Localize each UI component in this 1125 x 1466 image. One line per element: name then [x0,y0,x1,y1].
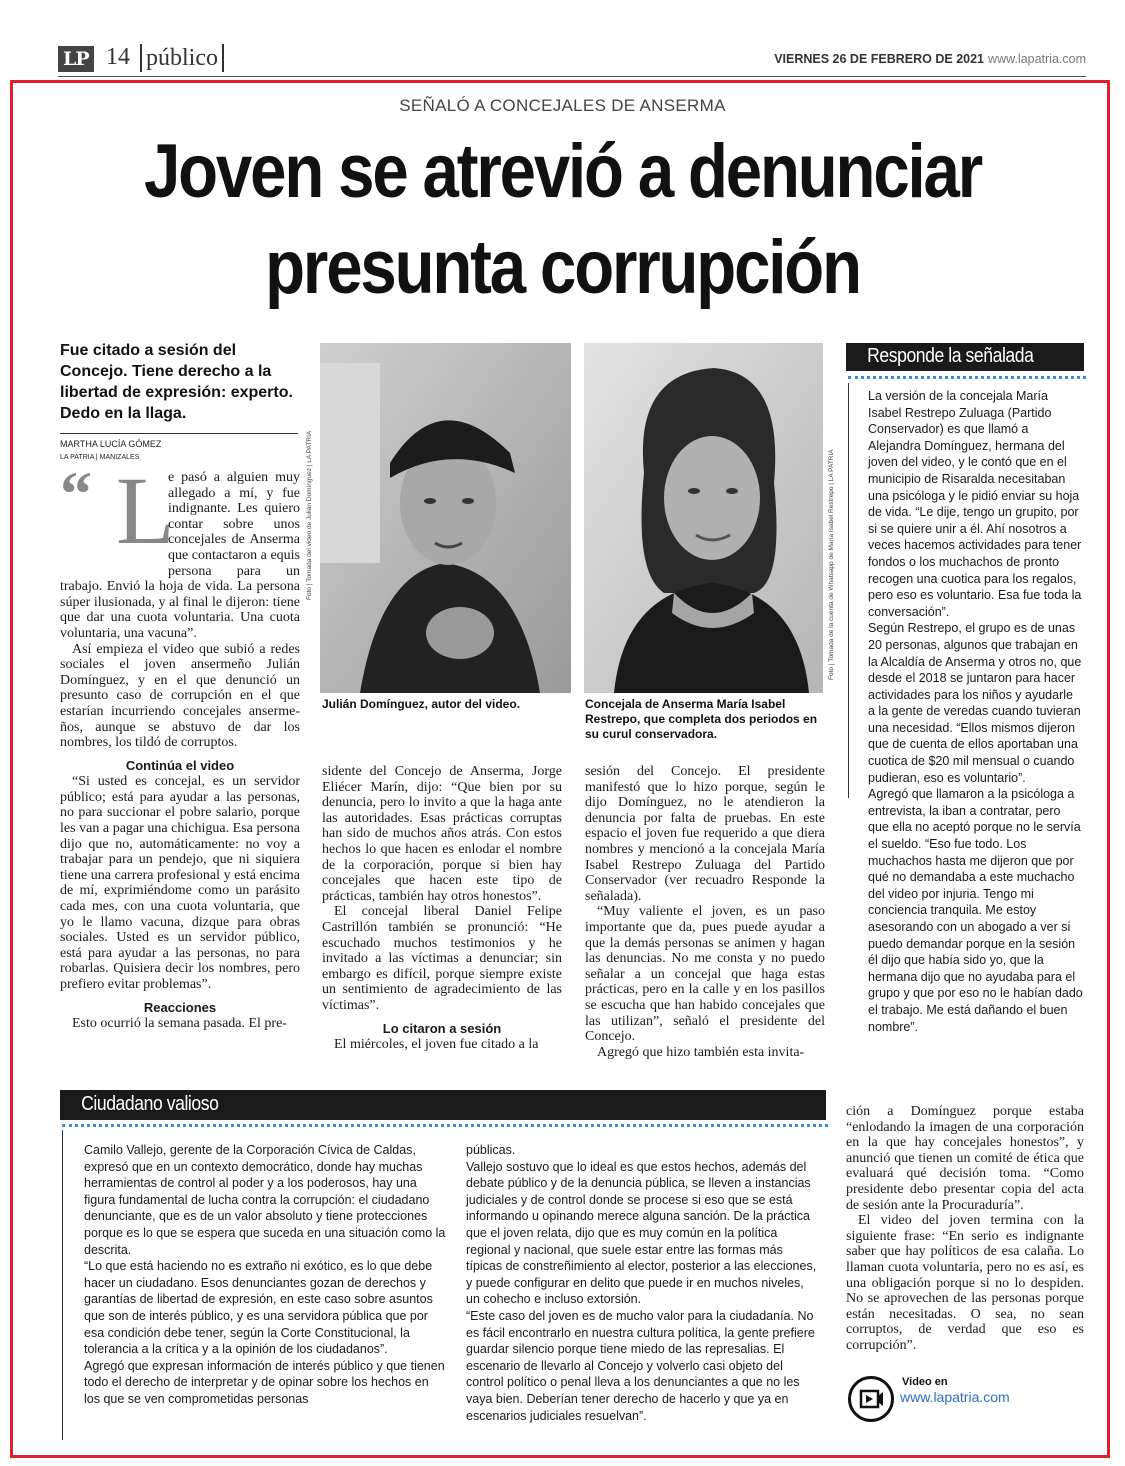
photo-illustration [584,343,823,693]
box-paragraph: “Lo que está haciendo no es extraño ni exótico, es lo que debe hacer un ciudadano. Esos denunciantes gozan de derechos y garantías de libertad de expresión, en este caso sobre asuntos que son de interés público, y es una servidora pública que por esa condición debe tener, según la Corte Constitucional, la tolerancia a la crítica y a la opinión de los ciudadanos”. [84,1259,433,1357]
article-column-2 [322,764,562,1053]
box-paragraph: Agregó que expresan información de interés público y que tienen todo el derecho de interpretar y de opinar sobre los hechos en los que se ven comprometidas personas [84,1358,445,1406]
article-column-3 [585,764,825,1060]
photo-julian-dominguez [320,343,571,693]
sidebar-paragraph: La versión de la concejala María Isabel Restrepo Zuluaga (Partido Conservador) es que llamó a Alejandra Domínguez, hermana del joven del video, y le contó que en el municipio de Risaralda necesitaban una psicóloga y le pidió enviar su hoja de vida. “Le dije, tengo un grupito, por si se quiere unir a él. Ahí nosotros a veces hacemos actividades para tener fondos o los muchachos de pronto recogen una cuotica para los regalos, pero eso es voluntario. Esa fue toda la conversación”. [868,389,1082,619]
play-icon [851,1379,891,1419]
paragraph: “Muy valiente el joven, es un paso importante que da, pues puede ayudar a que la demás personas se animen y hagan las denuncias. No me consta y no puedo señalar a un concejal que haga estas prácticas, pero en la calle y en los pasillos se escucha que han habido concejales que las utilizan”, señaló el presidente del Concejo. [585,904,825,1045]
sidebar-title: Responde la señalada [867,345,1034,367]
video-promo-link[interactable]: www.lapatria.com [900,1389,1010,1405]
subheading: Continúa el video [125,757,235,773]
paragraph: Agregó que hizo también esta invita- [597,1044,805,1060]
box-paragraph: Camilo Vallejo, gerente de la Corporación Cívica de Caldas, expresó que en un contexto democrático, donde hay muchas herramientas de control al poder y a los poderosos, hay una figura fundamental de lucha contra la corrupción: el ciudadano denunciante, que es de un valor absoluto y tiene protecciones porque es lo que se espera que suceda en una situación como la descrita. [84,1143,446,1257]
page-number: 14 [106,44,130,70]
article-column-4 [846,1104,1084,1354]
photo-credit: Foto | Tomada del video de Julián Domínguez | LA PATRIA [306,430,313,600]
headline-line-2: presunta corrupción [265,225,860,310]
photo-illustration [320,343,571,693]
box-title: Ciudadano valioso [81,1093,219,1115]
box-paragraph: públicas. [466,1143,516,1157]
subheading: Reacciones [143,999,217,1015]
box-left-column [84,1142,446,1408]
sidebar-paragraph: Agregó que llamaron a la psicóloga a entrevista, la iban a contratar, pero que ella no aceptó porque no le servía el sueldo. “Eso fue todo. Los muchachos hasta me dijeron que por qué no demandaba a este muchacho del video por injuria. Tengo mi conciencia tranquila. Me estoy asesorando con un abogado a ver si puedo demandar porque en la sesión él dijo que había sido yo, que la hermana dijo que no ayudaba para el grupo y que por eso no le habían dado el trabajo. Me está dañando el buen nombre”. [868,787,1083,1034]
photo-caption: Concejala de Anserma María Isabel Restrepo, que completa dos periodos en su curul conservadora. [585,697,818,741]
photo-credit: Foto | Tomada de la cuenta de Whatsapp de María Isabel Restrepo | LA PATRIA [828,449,835,680]
opening-quote-mark: “ [60,458,92,529]
paragraph: sesión del Concejo. El presidente manifestó que lo hizo porque, según le dijo Domínguez, no le atendieron la denuncia por falta de pruebas. En este espacio el joven fue requerido a que diera nombres y mencionó a la concejala María Isabel Restrepo Zuluaga del Partido Conservador (ver recuadro Responde la señalada). [585,764,825,904]
headline-line-1: Joven se atrevió a denunciar [143,129,982,214]
paragraph: ción a Domínguez porque estaba “enlodando la imagen de una corporación en la que hay concejales honestos”, y anunció que tienen un comité de ética que evaluará qué decisión toma. “Como presidente debo presentar copia del acta de sesión ante la Procuraduría”. [846,1104,1084,1213]
photo-maria-isabel-restrepo [584,343,823,693]
box-right-column [466,1142,818,1424]
newspaper-logo: LP [58,46,94,72]
box-paragraph: Vallejo sostuvo que lo ideal es que estos hechos, además del debate público y de la denuncia pública, se lleven a instancias judiciales y de control donde se procese si eso que se está informando u opinando merece alguna sanción. De la práctica que el joven relata, dijo que es muy común en la política regional y nacional, que suele estar entre las formas más típicas de constreñimiento al elector, posterior a las elecciones, y puede configurar en delito que puede ir en muchos niveles, un cohecho e incluso extorsión. [466,1159,817,1307]
box-title-bar [60,1090,826,1120]
paragraph: sidente del Concejo de Anserma, Jorge Eliécer Marín, dijo: “Que bien por su denuncia, pero lo invito a que la haga ante las autoridades. Esas prácticas corruptas han sido de muchos años atrás. Con estos hechos lo que hacen es enlodar el nombre de la corporación, porque si bien hay concejales que hacen este tipo de prácticas, también hay otros honestos”. [322,764,562,904]
lead-paragraph: e pasó a alguien muy allegado a mí, y fue indignante. Les quiero contar sobre unos concejales de Anserma que contactaron a equis persona para un trabajo. Envió la hoja de vida. La persona súper ilusionada, y al final le dijeron: tiene que dar una cuota voluntaria. Una cuota voluntaria, una vacuna”. [60,470,300,641]
section-name: público [140,44,224,72]
photo-caption: Julián Domínguez, autor del video. [322,697,521,711]
paragraph: Así empieza el video que subió a redes sociales el joven ansermeño Julián Domínguez, y en el que denunció un presunto caso de corrupción en el que estarían incurriendo concejales anserme-ños, aunque se abstuvo de dar los nombres, los tildó de corruptos. [60,641,300,751]
drop-cap: L [116,457,175,564]
box-rule [62,1130,63,1440]
sidebar-paragraph: Según Restrepo, el grupo es de unas 20 personas, algunos que trabajan en la Alcaldía de Anserma y otros no, que desde el 2018 se juntaron para hacer actividades para los niños y ayudarle a la gente de veredas cuando tuvieran una necesidad. “Ellos mismos dijeron que de cuenta de ellos aportaban una cuotica de $20 mil mensual o cuando pudieran, eso es voluntario”. [868,621,1082,785]
sidebar-dotted-rule [848,376,1086,379]
box-dotted-rule [62,1124,828,1127]
paragraph: El concejal liberal Daniel Felipe Castrillón también se pronunció: “He escuchado muchos testimonios y he invitado a las víctimas a denunciar; sin embargo es difícil, porque siempre existe un sentimiento de agradecimiento de las víctimas”. [322,904,562,1013]
paragraph: “Si usted es concejal, es un servidor público; está para ayudar a las personas, no para succionar el pobre salario, porque les van a pagar una chichigua. Esa persona dijo que no, automáticamente: no voy a trabajar para un pendejo, que ni siquiera tiene una carrera profesional y está encima de mí, exprimiéndome como un parásito cada mes, con una cuota voluntaria, que yo le llamo vacuna, dizque para obras sociales. Usted es un servidor público, está para ayudar a las personas, no para robarlas. Quisiera decir los nombres, pero prefiero evitar problemas”. [60,774,300,992]
article-column-1 [60,470,300,1032]
dropcap-spacer [60,470,168,565]
paragraph: El video del joven termina con la siguiente frase: “En serio es indignante saber que hay políticos de esa calaña. Lo llaman cuota voluntaria, pero no es así, es una obligación porque si no lo despiden. No se aprovechen de las personas porque están necesitadas. O sea, no sean corruptos, de verdad que eso es corrupción”. [846,1213,1084,1353]
byline-location: LA PATRIA | MANIZALES [60,454,140,461]
video-promo-icon[interactable] [848,1376,894,1422]
paragraph: Esto ocurrió la semana pasada. El pre- [72,1016,287,1032]
article-kicker: SEÑALÓ A CONCEJALES DE ANSERMA [399,96,726,115]
sidebar-title-bar [846,343,1084,371]
website-link[interactable]: www.lapatria.com [988,52,1086,66]
page-header [58,44,1086,77]
sidebar-body [868,388,1083,1035]
sidebar-rule [848,383,849,798]
box-paragraph: “Este caso del joven es de mucho valor para la ciudadanía. No es fácil encontrarlo en nuestra cultura política, la gente prefiere guardar silencio porque tiene miedo de las represalias. El escenario de llevarlo al Concejo y volverlo casi objeto del control político o penal lleva a los denunciantes a que no les vaya bien. Deberían tener derecho de hacerlo y que ya en escenarios judiciales resuelvan”. [466,1308,815,1423]
video-promo-label: Video en [902,1376,948,1388]
byline-divider [60,433,298,434]
byline: MARTHA LUCÍA GÓMEZ [60,439,162,449]
paragraph: El miércoles, el joven fue citado a la [334,1037,539,1053]
subheading: Lo citaron a sesión [382,1020,502,1036]
article-deck: Fue citado a sesión del Concejo. Tiene derecho a la libertad de expresión: experto. Dedo en la llaga. [60,342,293,422]
publication-date: VIERNES 26 DE FEBRERO DE 2021 [774,52,984,66]
